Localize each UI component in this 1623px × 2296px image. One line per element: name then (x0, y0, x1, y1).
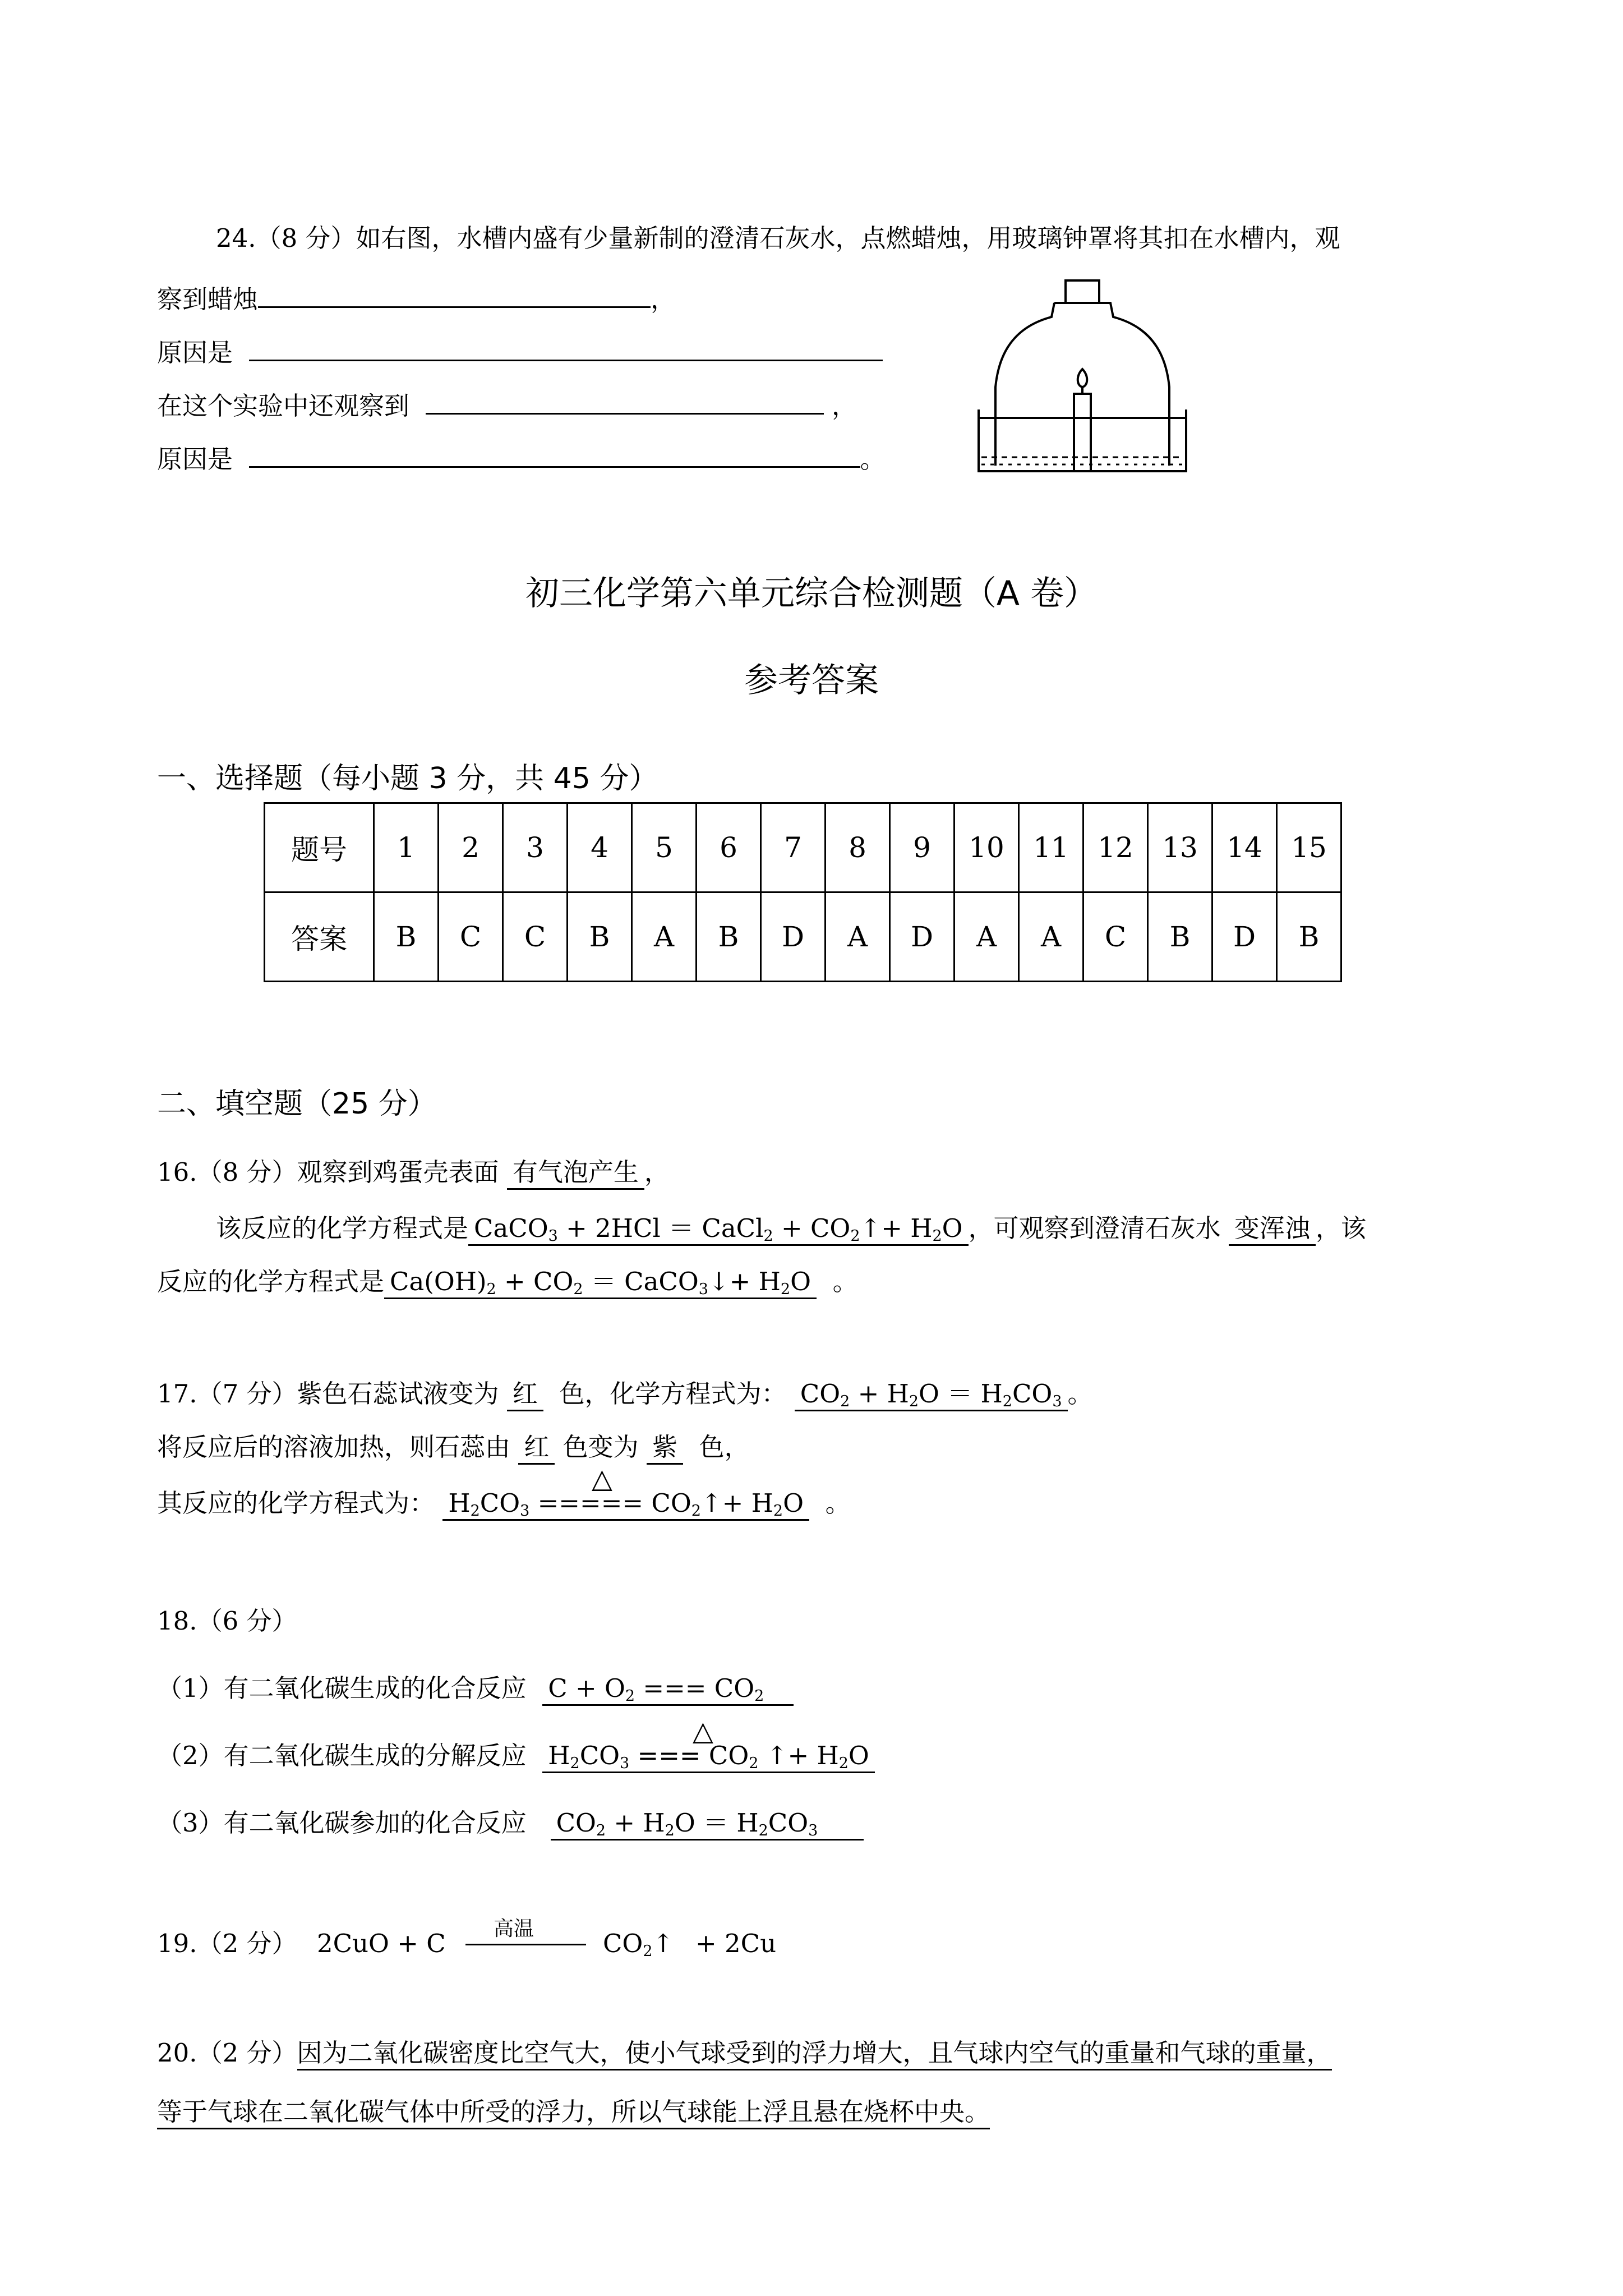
q18-item3 (157, 1806, 864, 1840)
candle-flame (1078, 369, 1087, 387)
q24-line5-suffix: 。 (860, 444, 886, 474)
q17-l2-mid: 色变为 (562, 1432, 639, 1462)
q18-item2 (157, 1739, 875, 1773)
q20-line1 (157, 2036, 1332, 2070)
table-cell: A (955, 892, 1019, 982)
page-title: 初三化学第六单元综合检测题（A 卷） (525, 574, 1098, 613)
q17-answer-red: 红 (507, 1379, 543, 1411)
q20-answer-line2: 等于气球在二氧化碳气体中所受的浮力，所以气球能上浮且悬在烧杯中央。 (157, 2097, 990, 2129)
table-cell: 4 (568, 803, 632, 892)
q16-equation-1: CaCO$_3$ + 2HCl ＝ CaCl$_2$ + $CO_2↑+ H_2O$ (468, 1213, 969, 1246)
q17-line1 (157, 1377, 1093, 1411)
table-cell: C (439, 892, 503, 982)
q17-l3-prefix: 其反应的化学方程式为： (157, 1488, 435, 1518)
q20-line2 (157, 2095, 990, 2129)
q18-item1 (157, 1672, 794, 1705)
table-cell: 7 (761, 803, 826, 892)
q16-l3-suffix: 。 (832, 1267, 858, 1296)
q16-l1-suffix: ， (644, 1157, 670, 1187)
table-cell: 8 (826, 803, 890, 892)
q24-line4-prefix: 在这个实验中还观察到 (157, 391, 410, 421)
bell-jar (995, 303, 1169, 466)
table-cell: D (1212, 892, 1277, 982)
section2-heading: 二、填空题（25 分） (157, 1087, 437, 1121)
page-subtitle: 参考答案 (744, 661, 879, 700)
table-cell: 6 (697, 803, 761, 892)
table-cell: B (568, 892, 632, 982)
section1-heading: 一、选择题（每小题 3 分，共 45 分） (157, 762, 658, 795)
q19-condition: 高温 (494, 1917, 534, 1940)
q24-line3-prefix: 原因是 (157, 338, 233, 367)
q18-heading: 18.（6 分） (157, 1606, 297, 1636)
table-cell: 9 (890, 803, 955, 892)
q19-prefix: 19.（2 分） (157, 1929, 297, 1958)
table-cell: 10 (955, 803, 1019, 892)
table-cell: 1 (374, 803, 439, 892)
q24-line2-prefix: 察到蜡烛 (157, 284, 259, 314)
row-header-answer: 答案 (265, 892, 374, 982)
table-row-numbers (265, 803, 1341, 892)
q19-product2: + 2Cu (695, 1929, 777, 1958)
q16-l2-prefix: 该反应的化学方程式是 (216, 1213, 469, 1243)
q20-prefix: 20.（2 分） (157, 2038, 297, 2068)
q17-equation-2: $H_2CO_3$ ===== $CO_2↑+ H_2O$ (442, 1488, 809, 1521)
table-cell: B (1277, 892, 1341, 982)
table-cell: B (697, 892, 761, 982)
q24-line4 (157, 387, 857, 423)
table-cell: 11 (1019, 803, 1083, 892)
table-cell: 13 (1148, 803, 1212, 892)
q24-line2-suffix: ， (651, 284, 676, 314)
q17-answer-red-2: 红 (518, 1432, 555, 1465)
jar-stopper (1066, 280, 1099, 303)
table-cell: 15 (1277, 803, 1341, 892)
q17-l2-prefix: 将反应后的溶液加热，则石蕊由 (157, 1432, 511, 1462)
answer-table (264, 802, 1342, 982)
table-cell: C (1083, 892, 1148, 982)
table-cell: A (632, 892, 697, 982)
table-cell: C (503, 892, 568, 982)
table-cell: A (826, 892, 890, 982)
q24-blank-1[interactable] (258, 280, 651, 308)
table-cell: 3 (503, 803, 568, 892)
q18-equation-2: $H_2CO_3$ === $CO_2$ ↑+ $H_2O$ (542, 1741, 875, 1773)
q17-answer-purple: 紫 (647, 1432, 683, 1465)
table-cell: D (890, 892, 955, 982)
q16-line1 (157, 1156, 670, 1189)
q24-blank-3[interactable] (426, 387, 824, 415)
q18-i1-label: （1）有二氧化碳生成的化合反应 (157, 1673, 527, 1703)
q24-line2 (157, 280, 676, 316)
q20-answer-line1: 因为二氧化碳密度比空气大，使小气球受到的浮力增大，且气球内空气的重量和气球的重量， (297, 2038, 1332, 2070)
candle (1074, 394, 1091, 471)
q17-l3-suffix: 。 (825, 1488, 851, 1518)
q17-equation-1: $CO_2 + H_2O = H_2CO_3$ (795, 1379, 1068, 1411)
q16-l1-prefix: 16.（8 分）观察到鸡蛋壳表面 (157, 1157, 499, 1187)
row-header-number: 题号 (265, 803, 374, 892)
q16-line2 (216, 1212, 1366, 1245)
q17-l1-suffix: 。 (1067, 1379, 1093, 1409)
heat-symbol-q17: △ (592, 1463, 612, 1494)
q16-l2-mid: ，可观察到澄清石灰水 (968, 1213, 1221, 1243)
q24-blank-2[interactable] (249, 334, 883, 361)
q16-answer-bubbles: 有气泡产生 (507, 1157, 644, 1190)
q19-product1: $CO_2↑$ (603, 1929, 674, 1960)
table-cell: D (761, 892, 826, 982)
heat-symbol-q18: △ (693, 1715, 713, 1747)
table-cell: B (374, 892, 439, 982)
q24-blank-4[interactable] (249, 440, 860, 468)
table-row-answers (265, 892, 1341, 982)
q18-equation-1: $C + O_2$ === $CO_2$ (542, 1673, 794, 1706)
q24-line1: 24.（8 分）如右图，水槽内盛有少量新制的澄清石灰水，点燃蜡烛，用玻璃钟罩将其扣在水槽内，观 (216, 223, 1340, 253)
q16-line3 (157, 1265, 858, 1299)
q17-l2-suffix: 色， (699, 1432, 750, 1462)
q17-line2 (157, 1430, 750, 1464)
table-cell: 14 (1212, 803, 1277, 892)
limewater (981, 457, 1183, 464)
table-cell: B (1148, 892, 1212, 982)
q17-l1-prefix: 17.（7 分）紫色石蕊试液变为 (157, 1379, 499, 1409)
q17-l1-mid: 色，化学方程式为： (559, 1379, 787, 1409)
q24-line3 (157, 334, 883, 370)
q19-reactants: 2CuO + C (317, 1929, 446, 1958)
q16-l3-prefix: 反应的化学方程式是 (157, 1267, 385, 1296)
bell-jar-figure (970, 275, 1195, 488)
q17-line3 (157, 1487, 851, 1520)
q18-i3-label: （3）有二氧化碳参加的化合反应 (157, 1808, 527, 1838)
q16-equation-2: $Ca(OH)_2 + CO_2$ ＝ CaCO$_3$↓+ $H_2O$ (384, 1267, 817, 1299)
q16-l2-suffix: ，该 (1315, 1213, 1366, 1243)
q18-i2-label: （2）有二氧化碳生成的分解反应 (157, 1741, 527, 1770)
q18-equation-3: $CO_2 + H_2O = H_2CO_3$ (551, 1808, 864, 1841)
table-cell: 12 (1083, 803, 1148, 892)
q19-reaction-arrow (465, 1944, 586, 1945)
q16-answer-turbid: 变浑浊 (1229, 1213, 1316, 1246)
table-cell: 2 (439, 803, 503, 892)
q24-line4-suffix: ， (831, 391, 857, 421)
table-cell: A (1019, 892, 1083, 982)
table-cell: 5 (632, 803, 697, 892)
q24-line5-prefix: 原因是 (157, 444, 233, 474)
q24-line5 (157, 440, 886, 476)
water-trough (979, 409, 1186, 471)
